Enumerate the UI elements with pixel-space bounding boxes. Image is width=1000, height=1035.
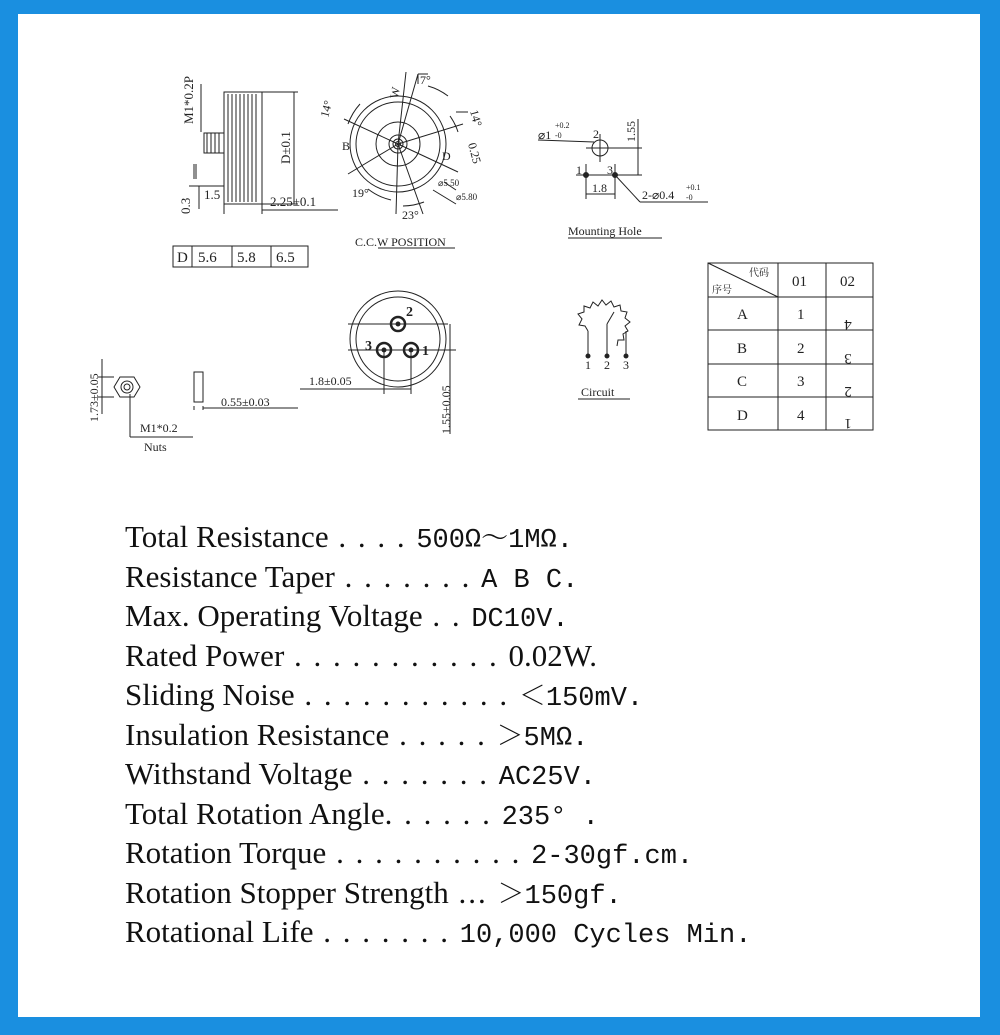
code-corner-top: 代码: [749, 268, 769, 279]
mounting-hole-view: [538, 119, 708, 238]
front-pin-3: 3: [365, 339, 372, 354]
spec-item: [125, 596, 885, 636]
spec-value: DC10V.: [471, 605, 569, 635]
spec-item: [125, 517, 885, 557]
mount-hole1-tol-top: +0.2: [555, 121, 570, 130]
nuts-caption: Nuts: [144, 440, 167, 454]
code-row-key: C: [737, 374, 748, 390]
spec-dots: . . . . . . . . . .: [326, 835, 532, 870]
spec-dots: . . . . . . . . . . .: [284, 637, 509, 673]
circuit-pin-3: 3: [623, 358, 629, 372]
spec-dots: . . . . . .: [384, 795, 502, 831]
ccw-dim-025: 0.25: [465, 141, 485, 166]
code-row-c2: 1: [844, 415, 852, 431]
side-dim-15: 1.5: [204, 187, 221, 202]
side-dia-label: D±0.1: [278, 131, 293, 164]
spec-value: AC25V.: [498, 763, 596, 793]
side-dim-03: 0.3: [178, 197, 193, 214]
d-table-cell-1: 5.6: [198, 250, 217, 266]
nut-side: [194, 372, 203, 402]
ccw-dia-580: ⌀5.80: [456, 192, 478, 202]
code-row-key: A: [737, 307, 748, 323]
code-row-c1: 4: [797, 408, 805, 424]
front-pin-2: 2: [406, 305, 413, 320]
ccw-angle-7: 7°: [420, 73, 431, 87]
code-col-01: 01: [792, 274, 807, 290]
ccw-angle-14b: 14°: [467, 108, 485, 129]
spec-label: Total Resistance: [125, 519, 329, 554]
spec-value: 500Ω～1MΩ.: [416, 526, 573, 556]
ccw-label-w: W: [387, 85, 403, 100]
mount-hole1-label: ⌀1: [538, 128, 552, 142]
mount-pin-1: 1: [576, 163, 582, 177]
code-row-c2: 3: [844, 350, 852, 366]
spec-dots: . . . . . . .: [313, 914, 460, 949]
spec-dots: ...: [448, 874, 498, 910]
spec-value: ＞150gf.: [497, 881, 622, 912]
mount-pins-tol-bot: -0: [686, 193, 693, 202]
spec-item: [125, 912, 885, 952]
spec-label: Rotation Stopper Strength: [125, 874, 449, 910]
nuts-dim-173: 1.73±0.05: [87, 373, 101, 422]
spec-dots: . . . . . . . . . . .: [294, 677, 519, 712]
spec-dots: . . . .: [328, 519, 417, 554]
code-row-c2: 4: [844, 316, 852, 332]
code-col-02: 02: [840, 274, 855, 290]
spec-value: ＜150mV.: [518, 684, 644, 714]
circuit-resistor: [578, 300, 630, 346]
spec-label: Insulation Resistance: [125, 716, 390, 752]
spec-label: Resistance Taper: [125, 558, 335, 594]
ccw-angle-14a: 14°: [317, 98, 336, 119]
spec-label: Withstand Voltage: [125, 756, 353, 791]
front-pin-1: 1: [422, 344, 429, 359]
spec-value: 0.02W.: [508, 637, 597, 673]
circuit-caption: Circuit: [581, 385, 615, 399]
mount-hole1-tol-bot: -0: [555, 131, 562, 140]
mount-dim-155: 1.55: [624, 121, 638, 142]
circuit-pin-2: 2: [604, 358, 610, 372]
code-row-c1: 1: [797, 307, 805, 323]
spec-item: [125, 636, 885, 676]
spec-value: A B C.: [481, 565, 579, 596]
mount-pin-3: 3: [607, 163, 613, 177]
spec-item: [125, 754, 885, 794]
front-view: [300, 291, 456, 434]
mount-pin-2: 2: [593, 127, 599, 141]
technical-drawing: [18, 14, 980, 514]
d-table-cell-0: D: [177, 250, 188, 266]
drawing-sheet: [18, 14, 980, 1017]
ccw-caption: C.C.W POSITION: [355, 235, 446, 249]
spec-label: Rotation Torque: [125, 835, 327, 870]
spec-item: [125, 833, 885, 873]
nuts-dim-055: 0.55±0.03: [221, 395, 270, 409]
d-table-cell-3: 6.5: [276, 250, 295, 266]
spec-item: [125, 675, 885, 715]
spec-value: 10,000 Cycles Min.: [459, 921, 752, 951]
spec-value: 235° .: [501, 802, 599, 833]
front-dim-18: 1.8±0.05: [309, 374, 352, 388]
nuts-thread: M1*0.2: [140, 421, 178, 435]
spec-list: [125, 517, 885, 952]
spec-item: [125, 794, 885, 834]
spec-label: Rated Power: [125, 637, 285, 673]
spec-dots: . .: [422, 598, 472, 633]
spec-item: [125, 715, 885, 755]
front-dim-155: 1.55±0.05: [439, 385, 453, 434]
spec-item: [125, 557, 885, 597]
spec-label: Sliding Noise: [125, 677, 295, 712]
spec-value: 2-30gf.cm.: [531, 842, 694, 872]
nut-hex: [114, 377, 140, 397]
spec-label: Rotational Life: [125, 914, 314, 949]
code-row-key: B: [737, 341, 748, 357]
code-row-key: D: [737, 408, 748, 424]
side-thread-label: M1*0.2P: [181, 75, 196, 124]
ccw-angle-19: 19°: [352, 186, 369, 200]
circuit-pin-1: 1: [585, 358, 591, 372]
mount-dim-18: 1.8: [592, 181, 607, 195]
ccw-label-d: D: [442, 149, 451, 163]
spec-item: [125, 873, 885, 913]
spec-dots: . . . . . . .: [334, 558, 482, 594]
d-table-cell-2: 5.8: [237, 250, 256, 266]
code-corner-bottom: 序号: [712, 285, 732, 296]
spec-dots: . . . . .: [389, 716, 497, 752]
mount-caption: Mounting Hole: [568, 224, 642, 238]
ccw-label-b: B: [342, 139, 351, 153]
code-row-c1: 3: [797, 374, 805, 390]
spec-label: Max. Operating Voltage: [125, 598, 423, 633]
spec-dots: . . . . . . .: [352, 756, 499, 791]
ccw-angle-23: 23°: [402, 208, 419, 222]
spec-label: Total Rotation Angle: [125, 795, 385, 831]
side-dim-225: 2.25±0.1: [270, 194, 317, 209]
mount-pins-tol-top: +0.1: [686, 183, 701, 192]
mount-pins-label: 2-⌀0.4: [642, 188, 675, 202]
code-row-c1: 2: [797, 341, 805, 357]
ccw-dia-550: ⌀5.50: [438, 178, 460, 188]
spec-value: ＞5MΩ.: [496, 723, 589, 754]
code-row-c2: 2: [844, 383, 852, 399]
